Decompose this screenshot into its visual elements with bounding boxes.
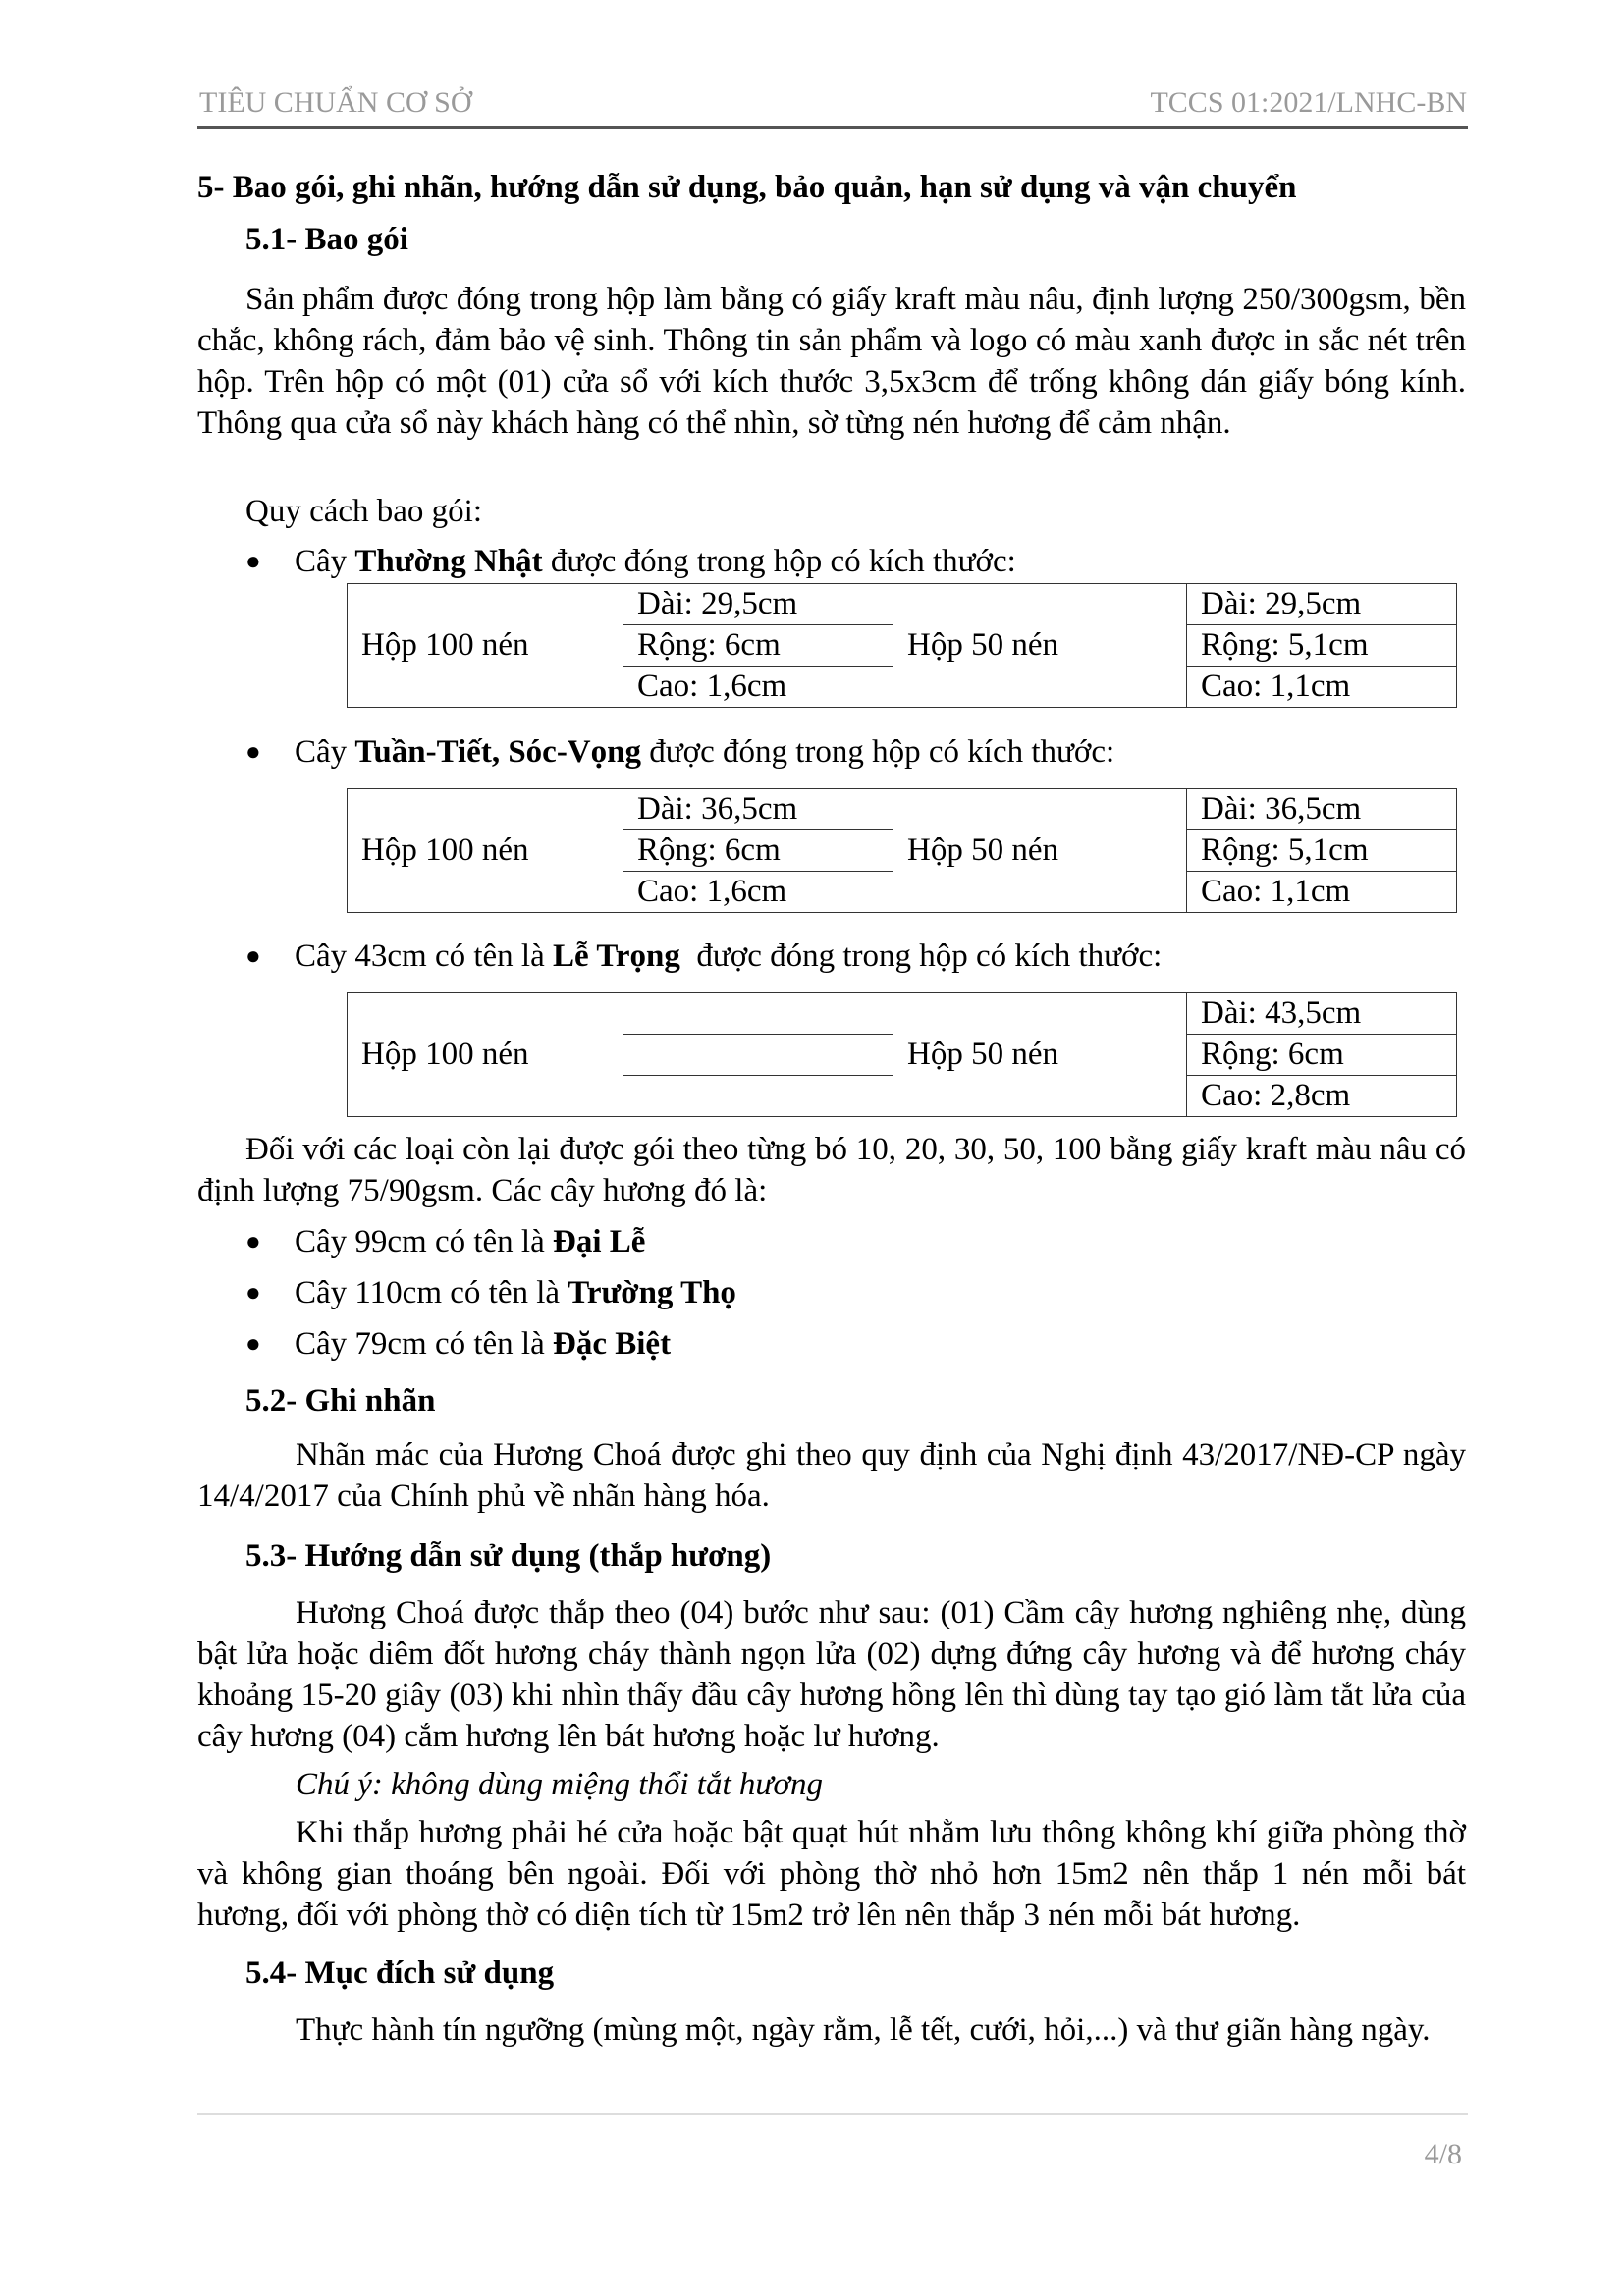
bullet-thuong-nhat: ● Cây Thường Nhật được đóng trong hộp có kích thước: — [245, 541, 1016, 582]
section-5-2-heading: 5.2- Ghi nhãn — [245, 1383, 436, 1418]
bullet-le-trong: ● Cây 43cm có tên là Lễ Trọng được đóng trong hộp có kích thước: — [245, 935, 1162, 977]
header-divider — [197, 126, 1468, 129]
size-table-le-trong: Hộp 100 nén Hộp 50 nén Dài: 43,5cm Rộng: 6cm Cao: 2,8cm — [347, 992, 1457, 1117]
packaging-paragraph: Sản phẩm được đóng trong hộp làm bằng có giấy kraft màu nâu, định lượng 250/300gsm, bền chắc, không rách, đảm bảo vệ sinh. Thông tin sản phẩm và logo có màu xanh được in sắc nét trên hộp. Trên hộp có một (01) cửa sổ với kích thước 3,5x3cm để trống không dán giấy bóng kính. Thông qua cửa sổ này khách hàng có thể nhìn, sờ từng nén hương để cảm nhận. — [197, 282, 1466, 441]
purpose-paragraph: Thực hành tín ngưỡng (mùng một, ngày rằm, lễ tết, cưới, hỏi,...) và thư giãn hàng ngày. — [296, 2012, 1431, 2048]
header-doc-code: TCCS 01:2021/LNHC-BN — [1150, 86, 1467, 119]
bullet-icon: ● — [245, 547, 261, 575]
usage-note: Chú ý: không dùng miệng thổi tắt hương — [296, 1767, 823, 1802]
header-title: TIÊU CHUẨN CƠ SỞ — [199, 86, 472, 119]
bullet-icon: ● — [245, 1227, 261, 1255]
bullet-dac-biet: ● Cây 79cm có tên là Đặc Biệt — [245, 1323, 671, 1364]
section-5-1-heading: 5.1- Bao gói — [245, 222, 408, 257]
page-number: 4/8 — [1424, 2138, 1462, 2170]
bullet-icon: ● — [245, 941, 261, 970]
size-table-thuong-nhat: Hộp 100 nén Dài: 29,5cm Hộp 50 nén Dài: 29,5cm Rộng: 6cm Rộng: 5,1cm Cao: 1,6cm Cao: 1,1cm — [347, 583, 1457, 708]
bullet-truong-tho: ● Cây 110cm có tên là Trường Thọ — [245, 1272, 736, 1313]
section-5-heading: 5- Bao gói, ghi nhãn, hướng dẫn sử dụng, bảo quản, hạn sử dụng và vận chuyển — [197, 170, 1297, 205]
usage-paragraph: Hương Choá được thắp theo (04) bước như sau: (01) Cầm cây hương nghiêng nhẹ, dùng bật lửa hoặc diêm đốt hương cháy thành ngọn lửa (02) dựng đứng cây hương và để hương cháy khoảng 15-20 giây (03) khi nhìn thấy đầu cây hương hồng lên thì dùng tay tạo gió làm tắt lửa của cây hương (04) cắm hương lên bát hương hoặc lư hương. — [197, 1595, 1466, 1754]
size-table-tuan-tiet: Hộp 100 nén Dài: 36,5cm Hộp 50 nén Dài: 36,5cm Rộng: 6cm Rộng: 5,1cm Cao: 1,6cm Cao: 1,1cm — [347, 788, 1457, 913]
bullet-dai-le: ● Cây 99cm có tên là Đại Lễ — [245, 1221, 645, 1262]
bullet-tuan-tiet: ● Cây Tuần-Tiết, Sóc-Vọng được đóng trong hộp có kích thước: — [245, 731, 1114, 773]
section-5-3-heading: 5.3- Hướng dẫn sử dụng (thắp hương) — [245, 1538, 772, 1574]
labeling-paragraph: Nhãn mác của Hương Choá được ghi theo quy định của Nghị định 43/2017/NĐ-CP ngày 14/4/2017 của Chính phủ về nhãn hàng hóa. — [197, 1437, 1466, 1514]
bullet-icon: ● — [245, 1278, 261, 1307]
bullet-icon: ● — [245, 1329, 261, 1358]
other-packaging-paragraph: Đối với các loại còn lại được gói theo từng bó 10, 20, 30, 50, 100 bằng giấy kraft màu nâu có định lượng 75/90gsm. Các cây hương đó là: — [197, 1132, 1466, 1208]
bullet-icon: ● — [245, 737, 261, 766]
spec-label: Quy cách bao gói: — [245, 494, 483, 529]
ventilation-paragraph: Khi thắp hương phải hé cửa hoặc bật quạt hút nhằm lưu thông không khí giữa phòng thờ và không gian thoáng bên ngoài. Đối với phòng thờ nhỏ hơn 15m2 nên thắp 1 nén mỗi bát hương, đối với phòng thờ có diện tích từ 15m2 trở lên nên thắp 3 nén mỗi bát hương. — [197, 1815, 1466, 1933]
section-5-4-heading: 5.4- Mục đích sử dụng — [245, 1955, 555, 1991]
footer-divider — [197, 2113, 1468, 2115]
